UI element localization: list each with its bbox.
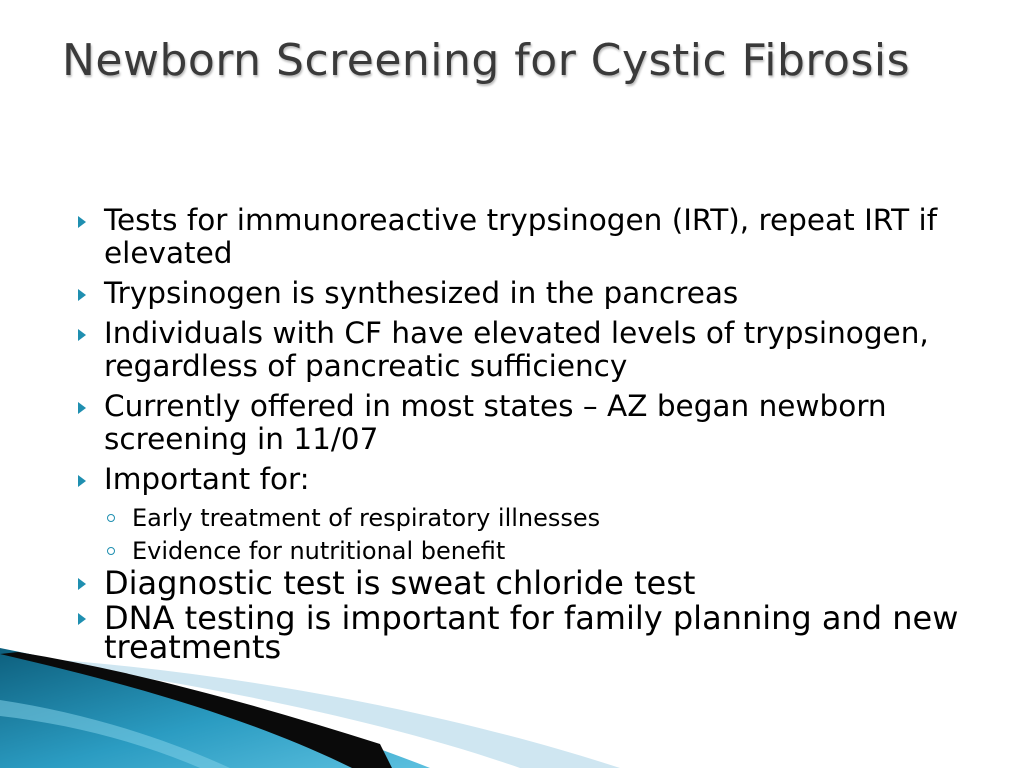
bullet-arrow-icon: [78, 289, 86, 301]
bullet-text: DNA testing is important for family planning and new treatments: [104, 599, 959, 666]
slide-title: Newborn Screening for Cystic Fibrosis: [62, 35, 911, 86]
bullet-arrow-icon: [78, 329, 86, 341]
sub-bullet-text: Evidence for nutritional benefit: [132, 537, 506, 565]
bullet-item: [76, 463, 976, 496]
bullet-text: Trypsinogen is synthesized in the pancreas: [104, 276, 739, 310]
sub-bullet-item: [76, 536, 976, 566]
bullet-arrow-icon: [78, 578, 86, 590]
bullet-item: [76, 564, 976, 602]
bullet-item: [76, 204, 976, 270]
bullet-text: Individuals with CF have elevated levels of trypsinogen, regardless of pancreatic sufficiency: [104, 316, 929, 383]
bullet-text: Diagnostic test is sweat chloride test: [104, 564, 696, 602]
bullet-item: [76, 317, 976, 383]
sub-bullet-circle-icon: [107, 514, 115, 522]
sub-bullet-item: [76, 503, 976, 533]
bullet-list: [76, 204, 976, 668]
bullet-arrow-icon: [78, 402, 86, 414]
bullet-item: [76, 277, 976, 310]
bullet-text: Important for:: [104, 462, 310, 496]
sub-bullet-circle-icon: [107, 547, 115, 555]
bullet-text: Currently offered in most states – AZ began newborn screening in 11/07: [104, 389, 887, 456]
sub-bullet-text: Early treatment of respiratory illnesses: [132, 504, 601, 532]
bullet-text: Tests for immunoreactive trypsinogen (IRT), repeat IRT if elevated: [104, 203, 938, 270]
bullet-item: [76, 599, 976, 666]
bullet-arrow-icon: [78, 475, 86, 487]
bullet-arrow-icon: [78, 216, 86, 228]
bullet-item: [76, 390, 976, 456]
bullet-arrow-icon: [78, 613, 86, 625]
